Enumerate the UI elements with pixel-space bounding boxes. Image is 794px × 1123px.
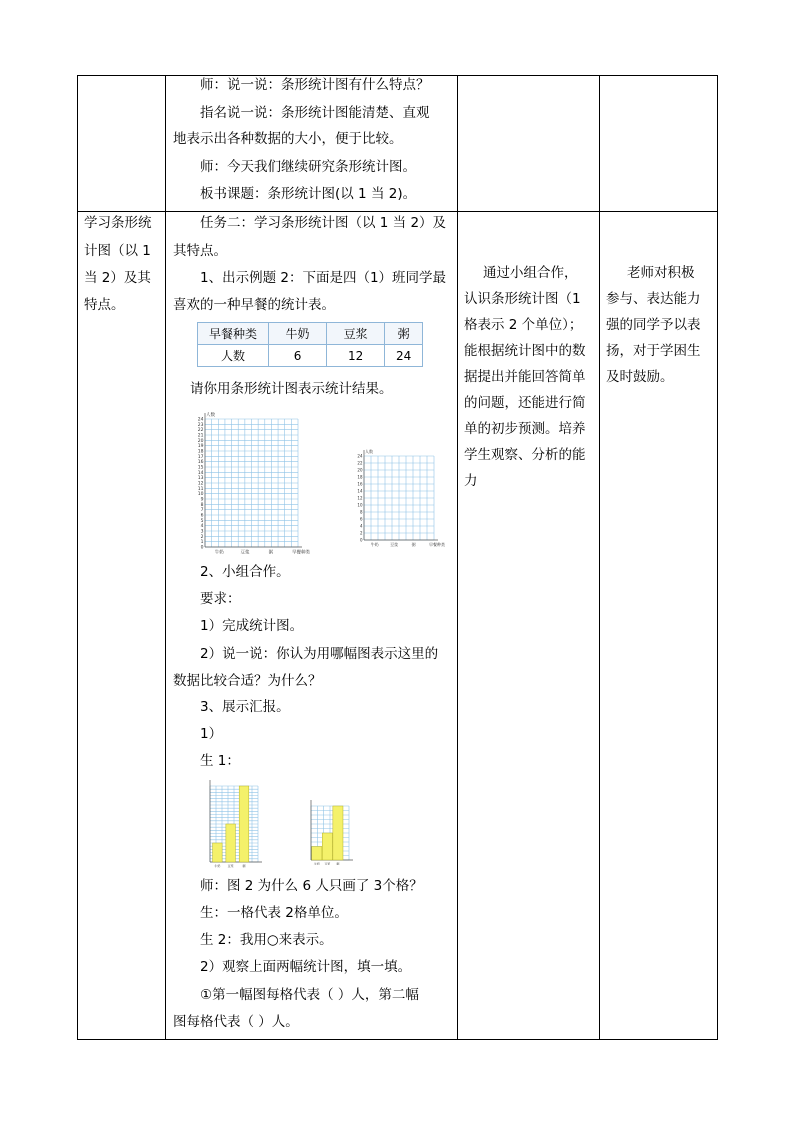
x-tick-label: 粥: [336, 862, 340, 865]
group-line-7: 生 1：: [200, 753, 240, 769]
table-header-cell: 粥: [385, 323, 423, 345]
y-tick-label: 13: [197, 476, 204, 482]
x-tick-label: 豆浆: [324, 862, 331, 865]
goal-line-1: 认识条形统计图（1: [464, 291, 581, 307]
goal-line-3: 能根据统计图中的数: [464, 343, 586, 359]
y-tick-label: 0: [359, 537, 363, 543]
breakfast-table: [197, 322, 423, 367]
note-line-0: 老师对积极: [627, 265, 695, 281]
x-tick-label: 牛奶: [214, 864, 221, 868]
y-tick-label: 1: [200, 540, 204, 546]
table-header-cell: 早餐种类: [198, 323, 269, 345]
x-tick-label: 牛奶: [370, 542, 379, 547]
y-tick-label: 0: [200, 545, 204, 551]
x-tick-label: 豆浆: [227, 864, 234, 868]
col-line-1: [165, 75, 166, 1040]
note-line-3: 扬，对于学困生: [606, 343, 701, 359]
bar: [312, 847, 322, 861]
section-title-line-0: 学习条形统: [84, 215, 152, 231]
table-cell: 24: [385, 345, 423, 367]
x-tick-label: 牛奶: [313, 862, 320, 865]
section-title-line-1: 计图（以 1: [84, 243, 151, 259]
y-tick-label: 16: [357, 481, 363, 487]
y-tick-label: 7: [200, 508, 204, 514]
row1-line-0: 师：说一说：条形统计图有什么特点？: [200, 77, 430, 93]
y-tick-label: 22: [357, 460, 363, 466]
y-tick-label: 10: [197, 492, 204, 498]
task-line-1: 其特点。: [173, 243, 227, 259]
student-chart-2: [303, 800, 358, 865]
y-tick-label: 10: [357, 502, 363, 508]
row1-line-1: 指名说一说：条形统计图能清楚、直观: [200, 105, 430, 121]
y-tick-label: 6: [359, 516, 363, 522]
group-line-0: 2、小组合作。: [200, 564, 290, 580]
blank-chart-1: [193, 408, 318, 558]
y-axis-label: 人数: [365, 449, 373, 454]
y-tick-label: 22: [197, 428, 204, 434]
y-tick-label: 21: [197, 433, 204, 439]
y-tick-label: 18: [357, 474, 363, 480]
note-line-1: 参与、表达能力: [606, 291, 701, 307]
task-line-0: 任务二：学习条形统计图（以 1 当 2）及: [200, 215, 447, 231]
y-tick-label: 19: [197, 444, 204, 450]
y-tick-label: 12: [357, 495, 363, 501]
y-tick-label: 11: [197, 486, 204, 492]
example-line-1: 喜欢的一种早餐的统计表。: [173, 297, 335, 313]
y-tick-label: 4: [200, 524, 204, 530]
bar: [226, 824, 236, 862]
y-tick-label: 6: [200, 513, 204, 519]
chart-grid: [205, 419, 298, 547]
y-tick-label: 24: [357, 453, 363, 459]
y-tick-label: 24: [197, 417, 204, 423]
y-tick-label: 4: [359, 523, 363, 529]
group-line-5: 3、展示汇报。: [200, 699, 290, 715]
after-line-4: ①第一幅图每格代表（ ）人，第二幅: [200, 987, 419, 1003]
bar: [213, 843, 223, 862]
y-tick-label: 2: [200, 534, 204, 540]
table-header-cell: 豆浆: [327, 323, 385, 345]
chart-grid: [364, 456, 434, 540]
goal-line-5: 的问题，还能进行简: [464, 395, 586, 411]
y-tick-label: 17: [197, 454, 204, 460]
bar: [322, 833, 332, 860]
y-tick-label: 3: [200, 529, 204, 535]
x-tick-label: 牛奶: [214, 550, 224, 556]
y-tick-label: 2: [359, 530, 363, 536]
x-tick-label: 粥: [242, 864, 246, 868]
col-line-2: [457, 75, 458, 1040]
student-chart-1: [200, 780, 270, 870]
row1-line-2: 地表示出各种数据的大小，便于比较。: [173, 131, 403, 147]
blank-chart-2: [350, 442, 445, 552]
section-title-line-3: 特点。: [84, 297, 125, 313]
table-cell: 6: [269, 345, 327, 367]
goal-line-7: 学生观察、分析的能: [464, 447, 586, 463]
group-line-4: 数据比较合适？为什么？: [173, 673, 322, 689]
col-line-4: [717, 75, 718, 1040]
y-tick-label: 20: [357, 467, 363, 473]
table-header-cell: 牛奶: [269, 323, 327, 345]
col-line-3: [599, 75, 600, 1040]
x-tick-label: 豆浆: [240, 550, 250, 556]
row1-line-4: 板书课题：条形统计图(以 1 当 2)。: [200, 186, 417, 202]
y-tick-label: 5: [200, 518, 204, 524]
bar: [333, 806, 343, 860]
y-tick-label: 14: [197, 470, 204, 476]
group-line-2: 1）完成统计图。: [200, 618, 304, 634]
after-line-3: 2）观察上面两幅统计图，填一填。: [200, 959, 412, 975]
note-line-4: 及时鼓励。: [606, 369, 674, 385]
goal-line-2: 格表示 2 个单位）；: [464, 317, 583, 333]
y-tick-label: 12: [197, 481, 204, 487]
y-tick-label: 15: [197, 465, 204, 471]
note-line-2: 强的同学予以表: [606, 317, 701, 333]
col-line-0: [77, 75, 78, 1040]
goal-line-8: 力: [464, 473, 478, 489]
group-line-1: 要求：: [200, 591, 241, 607]
y-tick-label: 18: [197, 449, 204, 455]
example-line-0: 1、出示例题 2：下面是四（1）班同学最: [200, 270, 447, 286]
x-axis-label: 早餐种类: [292, 550, 310, 556]
y-tick-label: 20: [197, 438, 204, 444]
after-line-5: 图每格代表（ ）人。: [173, 1014, 299, 1030]
after-line-1: 生：一格代表 2格单位。: [200, 905, 348, 921]
row1-line-3: 师：今天我们继续研究条形统计图。: [200, 159, 416, 175]
goal-line-4: 据提出并能回答简单: [464, 369, 586, 385]
group-line-6: 1）: [200, 726, 223, 742]
after-line-0: 师：图 2 为什么 6 人只画了 3个格？: [200, 878, 423, 894]
ask-line: 请你用条形统计图表示统计结果。: [190, 381, 393, 397]
y-tick-label: 14: [357, 488, 363, 494]
y-tick-label: 16: [197, 460, 204, 466]
bar: [239, 786, 249, 862]
x-tick-label: 粥: [268, 550, 274, 556]
x-tick-label: 豆浆: [390, 542, 399, 547]
bottom-border: [77, 1039, 718, 1040]
x-tick-label: 粥: [411, 542, 416, 547]
y-tick-label: 9: [200, 497, 204, 503]
goal-line-0: 通过小组合作，: [483, 265, 578, 281]
y-axis-label: 人数: [206, 413, 215, 418]
table-cell: 12: [327, 345, 385, 367]
goal-line-6: 单的初步预测。培养: [464, 421, 586, 437]
table-cell: 人数: [198, 345, 269, 367]
x-axis-label: 早餐种类: [429, 542, 445, 547]
section-title-line-2: 当 2）及其: [84, 270, 151, 286]
group-line-3: 2）说一说：你认为用哪幅图表示这里的: [200, 646, 439, 662]
y-tick-label: 23: [197, 422, 204, 428]
row-divider: [77, 211, 718, 212]
y-tick-label: 8: [359, 509, 363, 515]
after-line-2: 生 2：我用○来表示。: [200, 932, 333, 948]
y-tick-label: 8: [200, 502, 204, 508]
